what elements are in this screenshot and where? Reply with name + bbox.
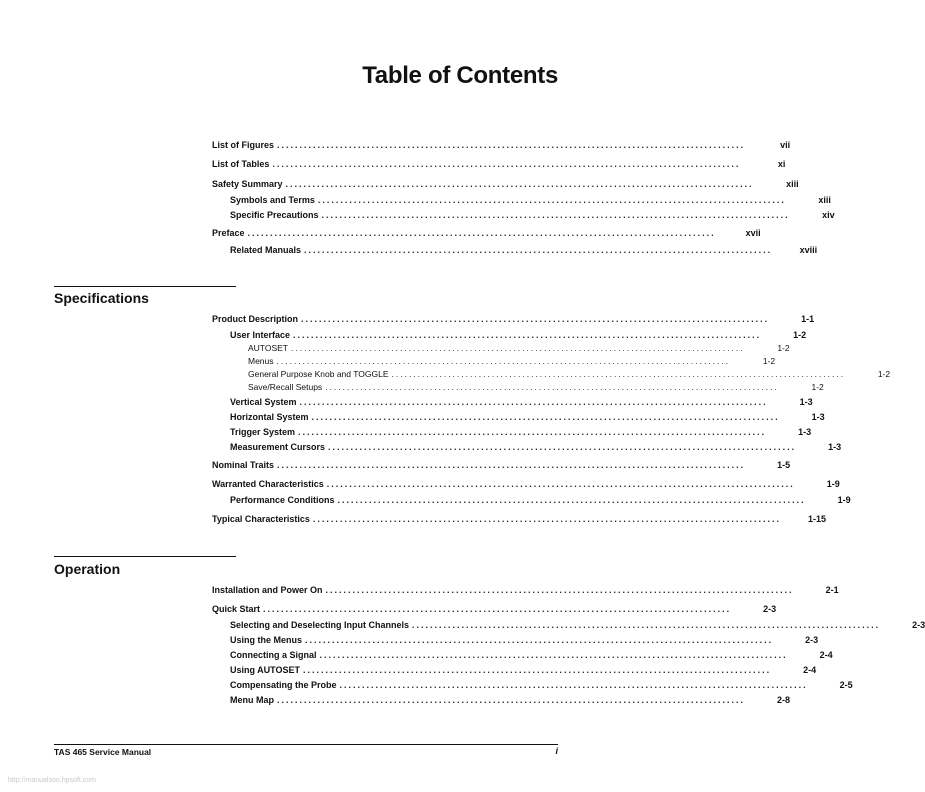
toc-entry-label: Using the Menus	[230, 635, 303, 645]
leader-dots: ........................................................................................................	[276, 356, 731, 366]
toc-entry-page: 1-3	[811, 412, 825, 422]
toc-entry-list-of-tables[interactable]	[212, 159, 786, 170]
footer-page-number: i	[555, 746, 558, 756]
toc-entry-label: User Interface	[230, 330, 291, 340]
toc-entry-label: Nominal Traits	[212, 460, 275, 470]
page-title: Table of Contents	[362, 62, 558, 89]
toc-entry-page: xiii	[818, 195, 831, 205]
toc-entry-page: 1-9	[837, 495, 851, 505]
leader-dots: ........................................................................................................	[321, 210, 790, 220]
toc-entry-page: 2-5	[839, 680, 853, 690]
toc-entry-label: Safety Summary	[212, 179, 283, 189]
toc-entry-related-manuals[interactable]	[230, 245, 818, 256]
leader-dots: ........................................................................................................	[325, 585, 794, 595]
toc-entry-page: 1-15	[807, 514, 826, 524]
toc-entry-page: 1-3	[799, 397, 813, 407]
toc-entry-nominal-traits[interactable]	[212, 460, 791, 471]
leader-dots: ........................................................................................................	[301, 314, 770, 324]
toc-entry-label: Product Description	[212, 314, 299, 324]
toc-entry-label: Installation and Power On	[212, 585, 323, 595]
toc-entry-label: Menus	[248, 356, 274, 366]
toc-entry-page: 1-5	[777, 460, 791, 470]
toc-entry-label: Connecting a Signal	[230, 650, 317, 660]
toc-entry-symbols-and-terms[interactable]	[230, 195, 831, 206]
toc-entry-label: Selecting and Deselecting Input Channels	[230, 620, 410, 630]
toc-entry-label: List of Tables	[212, 159, 270, 169]
toc-entry-label: Warranted Characteristics	[212, 479, 324, 489]
leader-dots: ........................................................................................................	[328, 442, 797, 452]
toc-entry-page: xviii	[799, 245, 818, 255]
leader-dots: ........................................................................................................	[391, 369, 846, 379]
toc-entry-safety-summary[interactable]	[212, 179, 799, 190]
leader-dots: ........................................................................................................	[319, 650, 788, 660]
toc-entry-label: General Purpose Knob and TOGGLE	[248, 369, 389, 379]
leader-dots: ........................................................................................................	[303, 665, 772, 675]
leader-dots: ........................................................................................................	[272, 159, 741, 169]
toc-entry-menus[interactable]	[248, 356, 776, 367]
leader-dots: ........................................................................................................	[304, 245, 773, 255]
toc-entry-label: Performance Conditions	[230, 495, 335, 505]
toc-entry-label: Vertical System	[230, 397, 297, 407]
leader-dots: ........................................................................................................	[326, 479, 795, 489]
section-heading-operation: Operation	[54, 561, 121, 577]
leader-dots: ........................................................................................................	[298, 427, 767, 437]
leader-dots: ........................................................................................................	[325, 382, 779, 392]
toc-entry-page: 2-3	[805, 635, 819, 645]
toc-entry-general-purpose-knob[interactable]	[248, 369, 891, 380]
toc-entry-autoset[interactable]	[248, 343, 790, 354]
toc-entry-page: 1-2	[762, 356, 776, 366]
toc-entry-label: AUTOSET	[248, 343, 288, 353]
section-divider	[54, 286, 236, 287]
toc-entry-label: Using AUTOSET	[230, 665, 301, 675]
toc-entry-page: xiv	[822, 210, 835, 220]
toc-entry-page: 2-1	[825, 585, 839, 595]
toc-entry-installation-and-power-on[interactable]	[212, 585, 839, 596]
leader-dots: ........................................................................................................	[277, 695, 746, 705]
leader-dots: ........................................................................................................	[339, 680, 808, 690]
leader-dots: ........................................................................................................	[277, 460, 746, 470]
leader-dots: ........................................................................................................	[277, 140, 746, 150]
toc-entry-menu-map[interactable]	[230, 695, 791, 706]
toc-entry-page: vii	[780, 140, 791, 150]
toc-entry-label: Symbols and Terms	[230, 195, 315, 205]
toc-entry-using-autoset[interactable]	[230, 665, 817, 676]
leader-dots: ........................................................................................................	[293, 330, 762, 340]
toc-entry-page: 2-3	[912, 620, 925, 630]
leader-dots: ........................................................................................................	[317, 195, 786, 205]
toc-entry-page: 1-9	[826, 479, 840, 489]
toc-entry-label: Trigger System	[230, 427, 296, 437]
toc-entry-label: Save/Recall Setups	[248, 382, 323, 392]
watermark-url: http://manualsoo.hpsoft.com	[8, 777, 96, 784]
toc-entry-page: 1-2	[777, 343, 790, 353]
toc-entry-page: 1-3	[798, 427, 812, 437]
toc-entry-performance-conditions[interactable]	[230, 495, 851, 506]
toc-entry-vertical-system[interactable]	[230, 397, 813, 408]
toc-entry-page: 2-4	[803, 665, 817, 675]
toc-entry-user-interface[interactable]	[230, 330, 807, 341]
toc-entry-label: Preface	[212, 228, 245, 238]
toc-entry-page: xvii	[745, 228, 761, 238]
toc-entry-label: List of Figures	[212, 140, 275, 150]
toc-entry-page: xi	[777, 159, 786, 169]
toc-entry-page: 2-8	[777, 695, 791, 705]
toc-entry-page: 1-3	[828, 442, 842, 452]
leader-dots: ........................................................................................................	[311, 412, 780, 422]
leader-dots: ........................................................................................................	[412, 620, 881, 630]
toc-entry-label: Quick Start	[212, 604, 261, 614]
toc-entry-product-description[interactable]	[212, 314, 815, 325]
toc-entry-label: Menu Map	[230, 695, 274, 705]
toc-entry-trigger-system[interactable]	[230, 427, 812, 438]
toc-entry-label: Related Manuals	[230, 245, 302, 255]
toc-entry-preface[interactable]	[212, 228, 761, 239]
toc-entry-specific-precautions[interactable]	[230, 210, 835, 221]
toc-entry-label: Measurement Cursors	[230, 442, 326, 452]
toc-entry-selecting-input-channels[interactable]	[230, 620, 925, 631]
leader-dots: ........................................................................................................	[305, 635, 774, 645]
toc-entry-page: 1-2	[793, 330, 807, 340]
toc-entry-compensating-the-probe[interactable]	[230, 680, 853, 691]
footer-divider	[54, 744, 558, 745]
toc-entry-page: xiii	[786, 179, 799, 189]
leader-dots: ........................................................................................................	[291, 343, 745, 353]
leader-dots: ........................................................................................................	[337, 495, 806, 505]
toc-entry-page: 1-2	[877, 369, 891, 379]
toc-entry-warranted-characteristics[interactable]	[212, 479, 840, 490]
toc-entry-label: Typical Characteristics	[212, 514, 310, 524]
toc-entry-connecting-a-signal[interactable]	[230, 650, 833, 661]
toc-entry-save-recall-setups[interactable]	[248, 382, 824, 393]
toc-entry-page: 1-2	[811, 382, 824, 392]
leader-dots: ........................................................................................................	[247, 228, 716, 238]
toc-entry-page: 1-1	[801, 314, 815, 324]
toc-entry-page: 2-3	[763, 604, 777, 614]
toc-entry-label: Compensating the Probe	[230, 680, 337, 690]
footer-manual-name: TAS 465 Service Manual	[54, 747, 152, 757]
toc-entry-using-the-menus[interactable]	[230, 635, 819, 646]
leader-dots: ........................................................................................................	[285, 179, 754, 189]
toc-entry-label: Horizontal System	[230, 412, 309, 422]
toc-entry-list-of-figures[interactable]	[212, 140, 791, 151]
leader-dots: ........................................................................................................	[299, 397, 768, 407]
toc-entry-label: Specific Precautions	[230, 210, 319, 220]
leader-dots: ........................................................................................................	[312, 514, 781, 524]
toc-entry-horizontal-system[interactable]	[230, 412, 825, 423]
section-heading-specifications: Specifications	[54, 290, 149, 306]
toc-entry-measurement-cursors[interactable]	[230, 442, 842, 453]
toc-entry-quick-start[interactable]	[212, 604, 777, 615]
section-divider	[54, 556, 236, 557]
toc-entry-page: 2-4	[819, 650, 833, 660]
toc-entry-typical-characteristics[interactable]	[212, 514, 826, 525]
leader-dots: ........................................................................................................	[263, 604, 732, 614]
